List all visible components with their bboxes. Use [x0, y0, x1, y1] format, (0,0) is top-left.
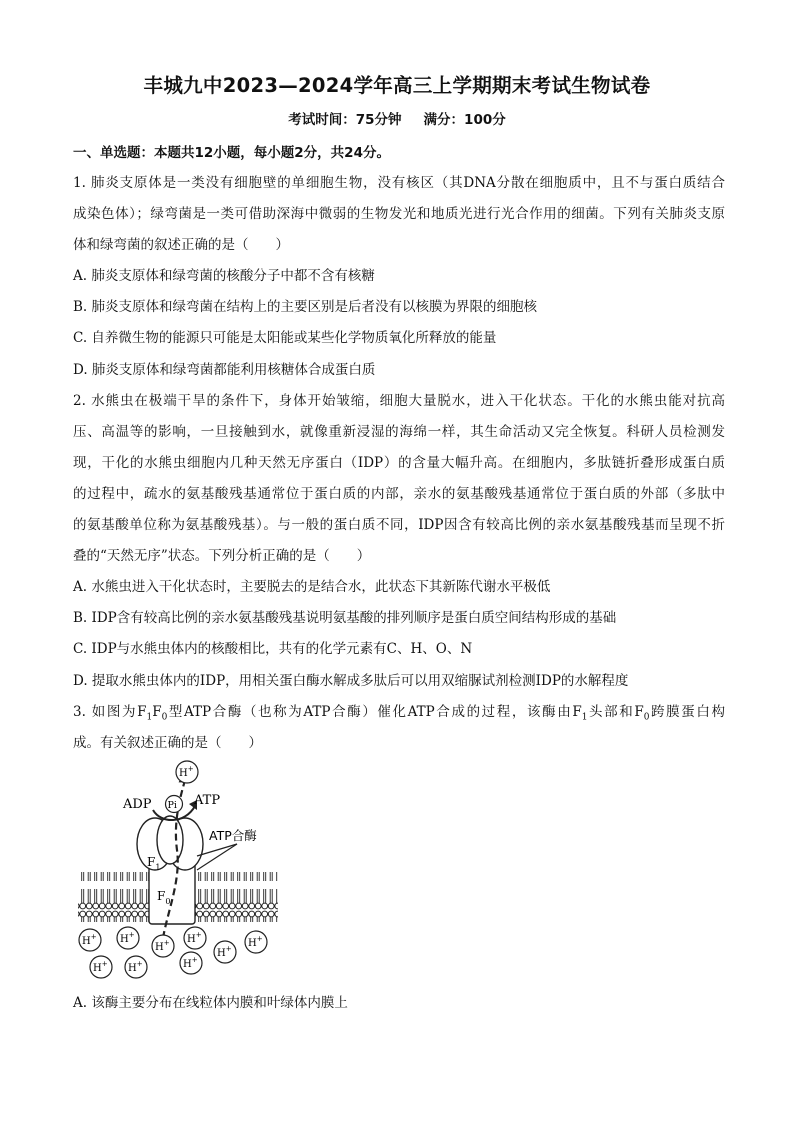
page-title: 丰城九中2023—2024学年高三上学期期末考试生物试卷 — [143, 74, 651, 97]
svg-text:H+: H+ — [248, 935, 263, 949]
q1-option-b: B. 肺炎支原体和绿弯菌在结构上的主要区别是后者没有以核膜为界限的细胞核 — [73, 299, 538, 316]
q1-line: 1. 肺炎支原体是一类没有细胞壁的单细胞生物，没有核区（其DNA分散在细胞质中，且不与蛋白质结合 — [73, 175, 725, 191]
svg-text:H+: H+ — [217, 945, 232, 959]
svg-text:H+: H+ — [128, 960, 143, 974]
svg-text:H+: H+ — [93, 960, 108, 974]
q2-line: 现，干化的水熊虫细胞内几种天然无序蛋白（IDP）的含量大幅升高。在细胞内，多肽链折叠形成蛋白质 — [73, 454, 725, 471]
svg-text:H+: H+ — [179, 765, 194, 779]
svg-text:F1: $F_1$ — [147, 855, 161, 872]
q2-line: 的氨基酸单位称为氨基酸残基）。与一般的蛋白质不同，IDP因含有较高比例的亲水氨基酸残基而呈现不折 — [73, 517, 725, 534]
q2-option-c: C. IDP与水熊虫体内的核酸相比，共有的化学元素有C、H、O、N — [73, 641, 473, 658]
q2-line: 2. 水熊虫在极端干旱的条件下，身体开始皱缩，细胞大量脱水，进入干化状态。干化的水熊虫能对抗高 — [73, 392, 725, 409]
exam-time: 考试时间：75分钟 — [288, 112, 402, 128]
q1-line: 体和绿弯菌的叙述正确的是（ ） — [73, 237, 289, 254]
svg-text:H+: H+ — [82, 933, 97, 947]
q2-line: 的过程中，疏水的氨基酸残基通常位于蛋白质的内部，亲水的氨基酸残基通常位于蛋白质的外部（多肽中 — [73, 485, 725, 502]
q1-option-c: C. 自养微生物的能源只可能是太阳能或某些化学物质氧化所释放的能量 — [73, 330, 497, 347]
svg-text:H+: H+ — [155, 939, 170, 953]
section-heading: 一、单选题：本题共12小题，每小题2分，共24分。 — [73, 145, 390, 161]
exam-score: 满分：100分 — [423, 112, 506, 128]
exam-info — [0, 108, 794, 128]
q1-option-a: A. 肺炎支原体和绿弯菌的核酸分子中都不含有核糖 — [73, 268, 375, 285]
q2-line: 叠的“天然无序”状态。下列分析正确的是（ ） — [73, 548, 371, 565]
q2-option-d: D. 提取水熊虫体内的IDP，用相关蛋白酶水解成多肽后可以用双缩脲试剂检测IDP的水解程度 — [73, 672, 629, 689]
adp-label: ADP — [123, 797, 152, 812]
q2-option-a: A. 水熊虫进入干化状态时，主要脱去的是结合水，此状态下其新陈代谢水平极低 — [73, 579, 551, 596]
q3-option-a: A. 该酶主要分布在线粒体内膜和叶绿体内膜上 — [73, 995, 348, 1011]
q3-stem-line: 3. 如图为$F_1F_0$型ATP合酶（也称为ATP合酶）催化ATP合成的过程，该酶由$F_1$头部和$F_0$跨膜蛋白构 — [73, 703, 726, 723]
atp-synthase-diagram — [73, 760, 283, 985]
protons-matrix — [79, 927, 267, 978]
q3-line: 成。有关叙述正确的是（ ） — [73, 734, 262, 751]
atp-label: ATP — [194, 793, 221, 808]
svg-text:F0: $F_0$ — [157, 889, 171, 906]
q1-option-d: D. 肺炎支原体和绿弯菌都能利用核糖体合成蛋白质 — [73, 361, 376, 378]
q1-line: 成染色体）；绿弯菌是一类可借助深海中微弱的生物发光和地质光进行光合作用的细菌。下列有关肺炎支原 — [73, 206, 725, 223]
svg-text:H+: H+ — [120, 931, 135, 945]
question-body — [73, 168, 725, 759]
svg-text:H+: H+ — [183, 956, 198, 970]
q2-option-b: B. IDP含有较高比例的亲水氨基酸残基说明氨基酸的排列顺序是蛋白质空间结构形成的基础 — [73, 610, 617, 627]
atp-synthase-label: ATP合酶 — [209, 828, 257, 843]
svg-text:H+: H+ — [187, 931, 202, 945]
svg-text:Pi: Pi — [167, 800, 177, 811]
q2-line: 压、高温等的影响，一旦接触到水，就像重新浸湿的海绵一样，其生命活动又完全恢复。科研人员检测发 — [73, 423, 725, 440]
